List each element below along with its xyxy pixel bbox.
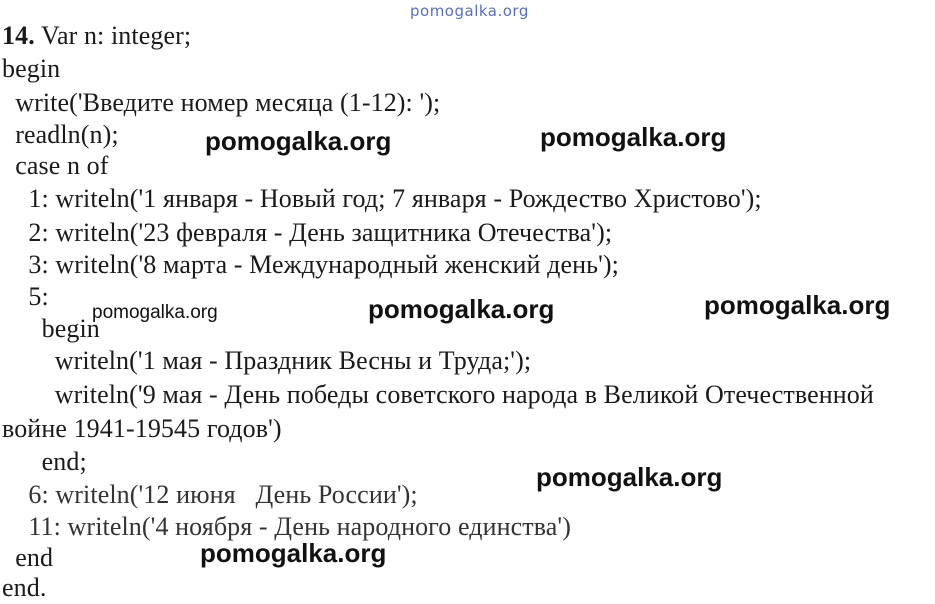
- watermark: pomogalka.org: [368, 294, 555, 324]
- code-line-17: end: [2, 543, 54, 572]
- watermark: pomogalka.org: [536, 462, 723, 492]
- code-line-11: writeln('1 мая - Праздник Весны и Труда;');: [2, 346, 532, 375]
- watermark: pomogalka.org: [92, 302, 218, 323]
- watermark: pomogalka.org: [200, 538, 387, 568]
- watermark: pomogalka.org: [704, 290, 891, 320]
- code-line-12: writeln('9 мая - День победы советского народа в Великой Отечественной: [2, 380, 874, 409]
- code-line-10: begin: [2, 314, 100, 343]
- code-line-1: 14. Var n: integer;: [2, 21, 192, 50]
- code-line-2: begin: [2, 54, 61, 83]
- code-line-16: 11: writeln('4 ноября - День народного единства'): [2, 512, 571, 541]
- code-line-18: end.: [2, 573, 47, 602]
- code-line-15: 6: writeln('12 июня День России');: [2, 480, 418, 509]
- code-line-6: 1: writeln('1 января - Новый год; 7 января - Рождество Христово');: [2, 184, 762, 213]
- watermark-top: pomogalka.org: [410, 2, 529, 20]
- code-line-9: 5:: [2, 282, 49, 311]
- exercise-number: 14.: [2, 21, 35, 50]
- code-line-14: end;: [2, 447, 87, 476]
- code-line-3: write('Введите номер месяца (1-12): ');: [2, 88, 441, 117]
- code-line-7: 2: writeln('23 февраля - День защитника Отечества');: [2, 218, 613, 247]
- code-line-13: войне 1941-19545 годов'): [2, 414, 282, 443]
- watermark: pomogalka.org: [205, 126, 392, 156]
- code-line-8: 3: writeln('8 марта - Международный женский день');: [2, 250, 619, 279]
- watermark: pomogalka.org: [540, 122, 727, 152]
- code-line-5: case n of: [2, 151, 109, 180]
- code-line-4: readln(n);: [2, 120, 119, 149]
